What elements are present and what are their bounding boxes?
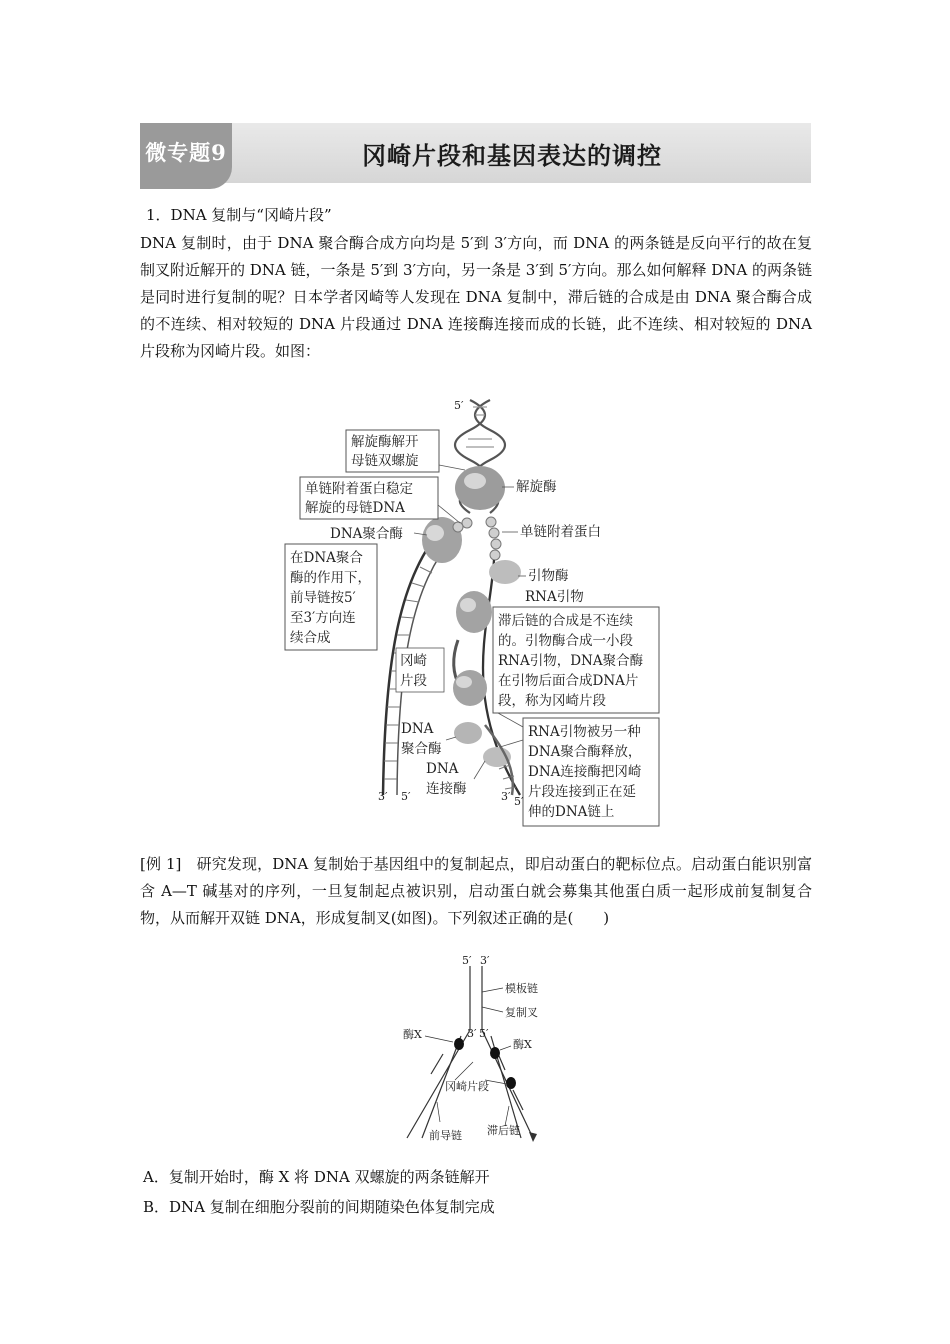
svg-text:段，称为冈崎片段: 段，称为冈崎片段	[498, 693, 606, 709]
svg-text:前导链按5′: 前导链按5′	[290, 590, 356, 606]
svg-text:酶X: 酶X	[513, 1038, 532, 1051]
svg-text:续合成: 续合成	[290, 630, 331, 646]
svg-text:滞后链: 滞后链	[487, 1124, 520, 1137]
svg-text:片段: 片段	[400, 673, 427, 689]
enzyme-x-right	[490, 1047, 500, 1059]
section-heading: 1．DNA 复制与“冈崎片段”	[146, 206, 332, 224]
svg-text:酶的作用下，: 酶的作用下，	[290, 570, 371, 586]
polymerase-lagging-2	[453, 670, 487, 706]
svg-text:连接酶: 连接酶	[426, 781, 467, 797]
svg-text:单链附着蛋白稳定: 单链附着蛋白稳定	[305, 481, 413, 497]
svg-text:RNA引物，DNA聚合酶: RNA引物，DNA聚合酶	[498, 653, 644, 669]
svg-text:模板链: 模板链	[505, 982, 538, 995]
enzyme-x-lower	[506, 1077, 516, 1089]
svg-text:酶X: 酶X	[403, 1028, 422, 1041]
svg-text:解旋的母链DNA: 解旋的母链DNA	[305, 500, 405, 516]
svg-text:冈崎片段: 冈崎片段	[445, 1080, 489, 1093]
badge-text: 微专题9	[145, 140, 227, 165]
primase-shape	[489, 560, 521, 584]
svg-text:滞后链的合成是不连续: 滞后链的合成是不连续	[498, 613, 633, 629]
svg-text:片段连接到正在延: 片段连接到正在延	[528, 784, 636, 800]
label-polymerase: DNA聚合酶	[330, 526, 403, 542]
replication-fork-diagram	[395, 952, 555, 1144]
svg-text:母链双螺旋: 母链双螺旋	[351, 453, 419, 469]
option-a: A．复制开始时，酶 X 将 DNA 双螺旋的两条链解开	[143, 1168, 490, 1186]
svg-text:5′: 5′	[514, 795, 524, 808]
svg-text:DNA: DNA	[401, 721, 434, 737]
svg-text:解旋酶解开: 解旋酶解开	[351, 434, 419, 450]
label-primase: 引物酶	[528, 568, 569, 584]
svg-text:3′: 3′	[501, 790, 511, 803]
svg-text:前导链: 前导链	[429, 1129, 462, 1142]
polymerase-lagging-1	[456, 591, 492, 633]
label-ssb: 单链附着蛋白	[520, 524, 601, 540]
svg-text:5′: 5′	[479, 1027, 489, 1040]
svg-text:DNA: DNA	[426, 761, 459, 777]
label-helicase: 解旋酶	[516, 479, 557, 495]
intro-paragraph: DNA 复制时，由于 DNA 聚合酶合成方向均是 5′到 3′方向，而 DNA 的两条链是反向平行的故在复制叉附近解开的 DNA 链，一条是 5′到 3′方向，另一条是 3′到 5′方向。那么如何解释 DNA 的两条链是同时进行复制的呢？日本学者冈崎等人发现在 DNA 复制中，滞后链的合成是由 DNA 聚合酶合成的不连续、相对较短的 DNA 片段通过 DNA 连接酶连接而成的长链，此不连续、相对较短的 DNA 片段称为冈崎片段。如图：	[140, 234, 812, 360]
example-paragraph: [例 1] 研究发现，DNA 复制始于基因组中的复制起点，即启动蛋白的靶标位点。启动蛋白能识别富含 A—T 碱基对的序列，一旦复制起点被识别，启动蛋白就会募集其他蛋白质一起形成前复制复合物，从而解开双链 DNA，形成复制叉(如图)。下列叙述正确的是( )	[140, 855, 812, 927]
polymerase-release	[454, 722, 482, 744]
helix-5-prime: 5′	[454, 399, 464, 412]
svg-text:至3′方向连: 至3′方向连	[290, 610, 356, 626]
svg-text:5′: 5′	[401, 790, 411, 803]
svg-text:伸的DNA链上: 伸的DNA链上	[528, 804, 615, 820]
svg-text:DNA连接酶把冈崎: DNA连接酶把冈崎	[528, 764, 642, 780]
svg-text:3′: 3′	[467, 1027, 477, 1040]
option-b: B．DNA 复制在细胞分裂前的间期随染色体复制完成	[143, 1198, 495, 1216]
svg-text:聚合酶: 聚合酶	[401, 741, 442, 757]
svg-text:3′: 3′	[480, 954, 490, 967]
svg-text:RNA引物被另一种: RNA引物被另一种	[528, 724, 641, 740]
svg-text:在引物后面合成DNA片: 在引物后面合成DNA片	[498, 673, 639, 689]
svg-text:DNA聚合酶释放，: DNA聚合酶释放，	[528, 744, 642, 760]
topic-badge	[140, 123, 232, 189]
label-rna-primer: RNA引物	[525, 589, 584, 605]
svg-text:3′: 3′	[378, 790, 388, 803]
enzyme-x-left	[454, 1038, 464, 1050]
svg-text:冈崎: 冈崎	[400, 653, 427, 669]
okazaki-diagram	[280, 395, 675, 835]
svg-text:5′: 5′	[462, 954, 472, 967]
svg-text:在DNA聚合: 在DNA聚合	[290, 550, 363, 566]
svg-text:的。引物酶合成一小段: 的。引物酶合成一小段	[498, 633, 633, 649]
svg-text:复制叉: 复制叉	[505, 1006, 538, 1019]
page-title: 冈崎片段和基因表达的调控	[362, 141, 662, 170]
